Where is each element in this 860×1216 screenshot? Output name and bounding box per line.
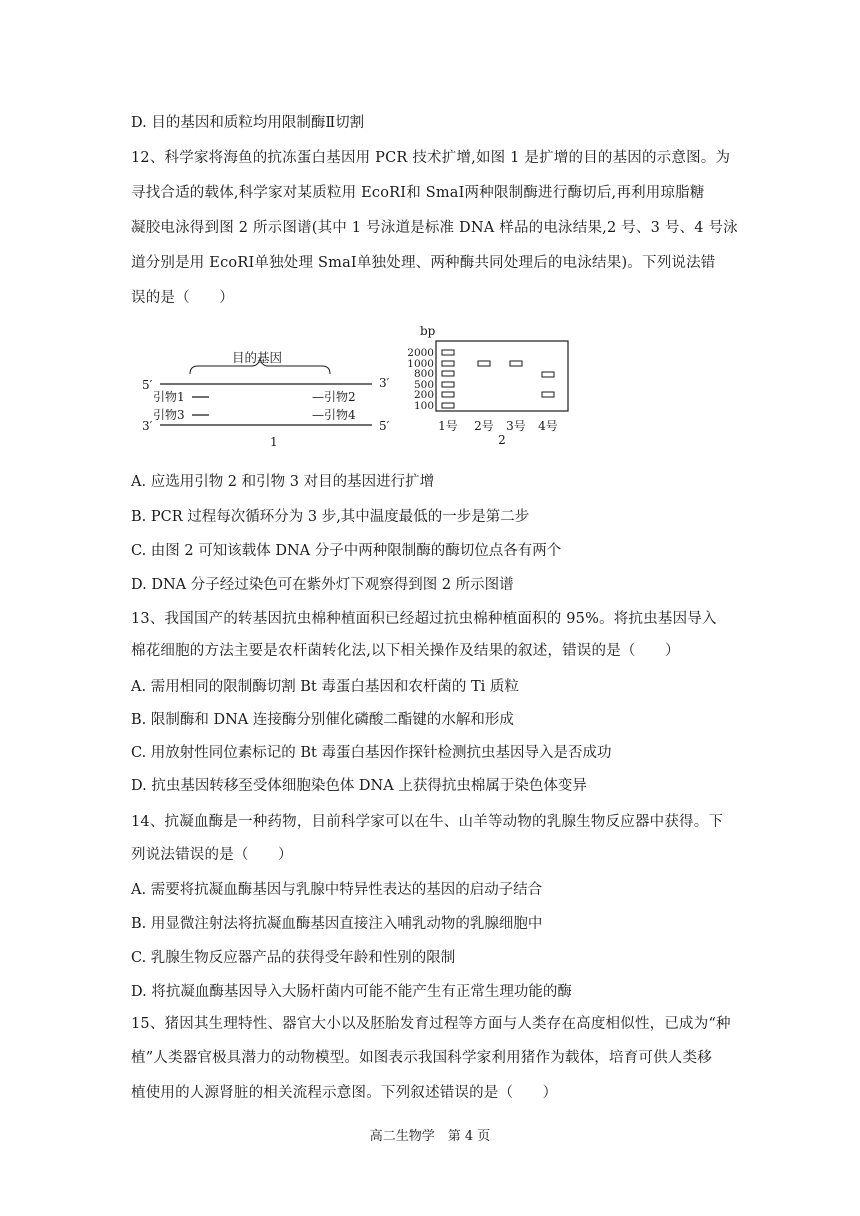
primer-2-label: —引物2	[312, 390, 356, 404]
q12-stem-line-1: 12、科学家将海鱼的抗冻蛋白基因用 PCR 技术扩增,如图 1 是扩增的目的基因的示意图。为	[131, 150, 731, 166]
q14-option-a: A. 需要将抗凝血酶基因与乳腺中特异性表达的基因的启动子结合	[131, 882, 543, 898]
marker-label-2000: 2000	[407, 347, 434, 359]
q12-stem-line-2: 寻找合适的载体,科学家对某质粒用 EcoRⅠ和 SmaⅠ两种限制酶进行酶切后,再利用琼脂糖	[131, 185, 705, 201]
q13-option-d: D. 抗虫基因转移至受体细胞染色体 DNA 上获得抗虫棉属于染色体变异	[131, 778, 587, 794]
q12-option-b: B. PCR 过程每次循环分为 3 步,其中温度最低的一步是第二步	[131, 509, 530, 525]
q12-stem-line-3: 凝胶电泳得到图 2 所示图谱(其中 1 号泳道是标准 DNA 样品的电泳结果,2 号、3 号、4 号泳	[131, 220, 738, 236]
q13-option-b: B. 限制酶和 DNA 连接酶分别催化磷酸二酯键的水解和形成	[131, 712, 514, 728]
primer-1-label: 引物1	[153, 390, 185, 404]
bottom-strand-3prime-label: 3′	[142, 419, 153, 433]
q14-stem-line-2: 列说法错误的是（ ）	[131, 847, 293, 863]
lane-3-band-1000	[510, 361, 522, 366]
gene-brace	[190, 359, 330, 374]
marker-label-500: 500	[413, 379, 434, 391]
lane-2-band-1000	[478, 361, 490, 366]
gel-unit-label: bp	[420, 324, 436, 338]
q12-option-c: C. 由图 2 可知该载体 DNA 分子中两种限制酶的酶切位点各有两个	[131, 543, 562, 559]
q12-stem-line-4: 道分别是用 EcoRⅠ单独处理 SmaⅠ单独处理、两种酶共同处理后的电泳结果)。下列说法错	[131, 255, 716, 271]
q12-stem-line-5: 误的是（ ）	[131, 290, 234, 306]
bottom-strand-5prime-label: 5′	[379, 419, 390, 433]
figure-2-caption: 2	[498, 433, 506, 447]
q13-stem-line-2: 棉花细胞的方法主要是农杆菌转化法,以下相关操作及结果的叙述，错误的是（ ）	[131, 643, 680, 659]
marker-label-1000: 1000	[407, 358, 434, 370]
q14-option-c: C. 乳腺生物反应器产品的获得受年龄和性别的限制	[131, 950, 456, 966]
top-strand-3prime-label: 3′	[379, 376, 390, 390]
q13-option-c: C. 用放射性同位素标记的 Bt 毒蛋白基因作探针检测抗虫基因导入是否成功	[131, 745, 612, 761]
q15-stem-line-2: 植”人类器官极具潜力的动物模型。如图表示我国科学家利用猪作为载体，培育可供人类移	[131, 1050, 712, 1066]
lane-1-band-500	[442, 382, 454, 387]
q13-option-a: A. 需用相同的限制酶切割 Bt 毒蛋白基因和农杆菌的 Ti 质粒	[131, 679, 519, 695]
primer-3-label: 引物3	[153, 408, 185, 422]
q15-stem-line-3: 植使用的人源肾脏的相关流程示意图。下列叙述错误的是（ ）	[131, 1085, 558, 1101]
q15-stem-line-1: 15、猪因其生理特性、器官大小以及胚胎发育过程等方面与人类存在高度相似性，已成为“种	[131, 1016, 731, 1032]
lane-4-band-upper	[542, 372, 554, 377]
lane-label-4: 4号	[538, 419, 558, 433]
lane-1-band-100	[442, 403, 454, 408]
q14-stem-line-1: 14、抗凝血酶是一种药物，目前科学家可以在牛、山羊等动物的乳腺生物反应器中获得。下	[131, 814, 724, 830]
lane-1-band-1000	[442, 361, 454, 366]
figure-1-caption: 1	[270, 435, 278, 449]
lane-1-band-800	[442, 371, 454, 376]
gel-frame	[436, 341, 568, 411]
target-gene-label: 目的基因	[232, 350, 283, 365]
lane-1-band-200	[442, 392, 454, 397]
marker-label-800: 800	[413, 368, 434, 380]
q12-option-a: A. 应选用引物 2 和引物 3 对目的基因进行扩增	[131, 474, 435, 490]
q14-option-b: B. 用显微注射法将抗凝血酶基因直接注入哺乳动物的乳腺细胞中	[131, 916, 543, 932]
marker-label-100: 100	[413, 400, 434, 412]
lane-label-3: 3号	[506, 419, 526, 433]
q13-stem-line-1: 13、我国国产的转基因抗虫棉种植面积已经超过抗虫棉种植面积的 95%。将抗虫基因导入	[131, 611, 717, 627]
q11-option-d: D. 目的基因和质粒均用限制酶Ⅱ切割	[131, 115, 365, 131]
lane-1-band-2000	[442, 350, 454, 355]
marker-label-200: 200	[413, 389, 434, 401]
page-footer: 高二生物学 第 4 页	[369, 1129, 491, 1144]
lane-4-band-lower	[542, 392, 554, 397]
primer-4-label: —引物4	[312, 408, 356, 422]
lane-label-1: 1号	[438, 419, 458, 433]
q14-option-d: D. 将抗凝血酶基因导入大肠杆菌内可能不能产生有正常生理功能的酶	[131, 984, 572, 1000]
top-strand-5prime-label: 5′	[142, 378, 153, 392]
q12-option-d: D. DNA 分子经过染色可在紫外灯下观察得到图 2 所示图谱	[131, 577, 514, 593]
lane-label-2: 2号	[474, 419, 494, 433]
